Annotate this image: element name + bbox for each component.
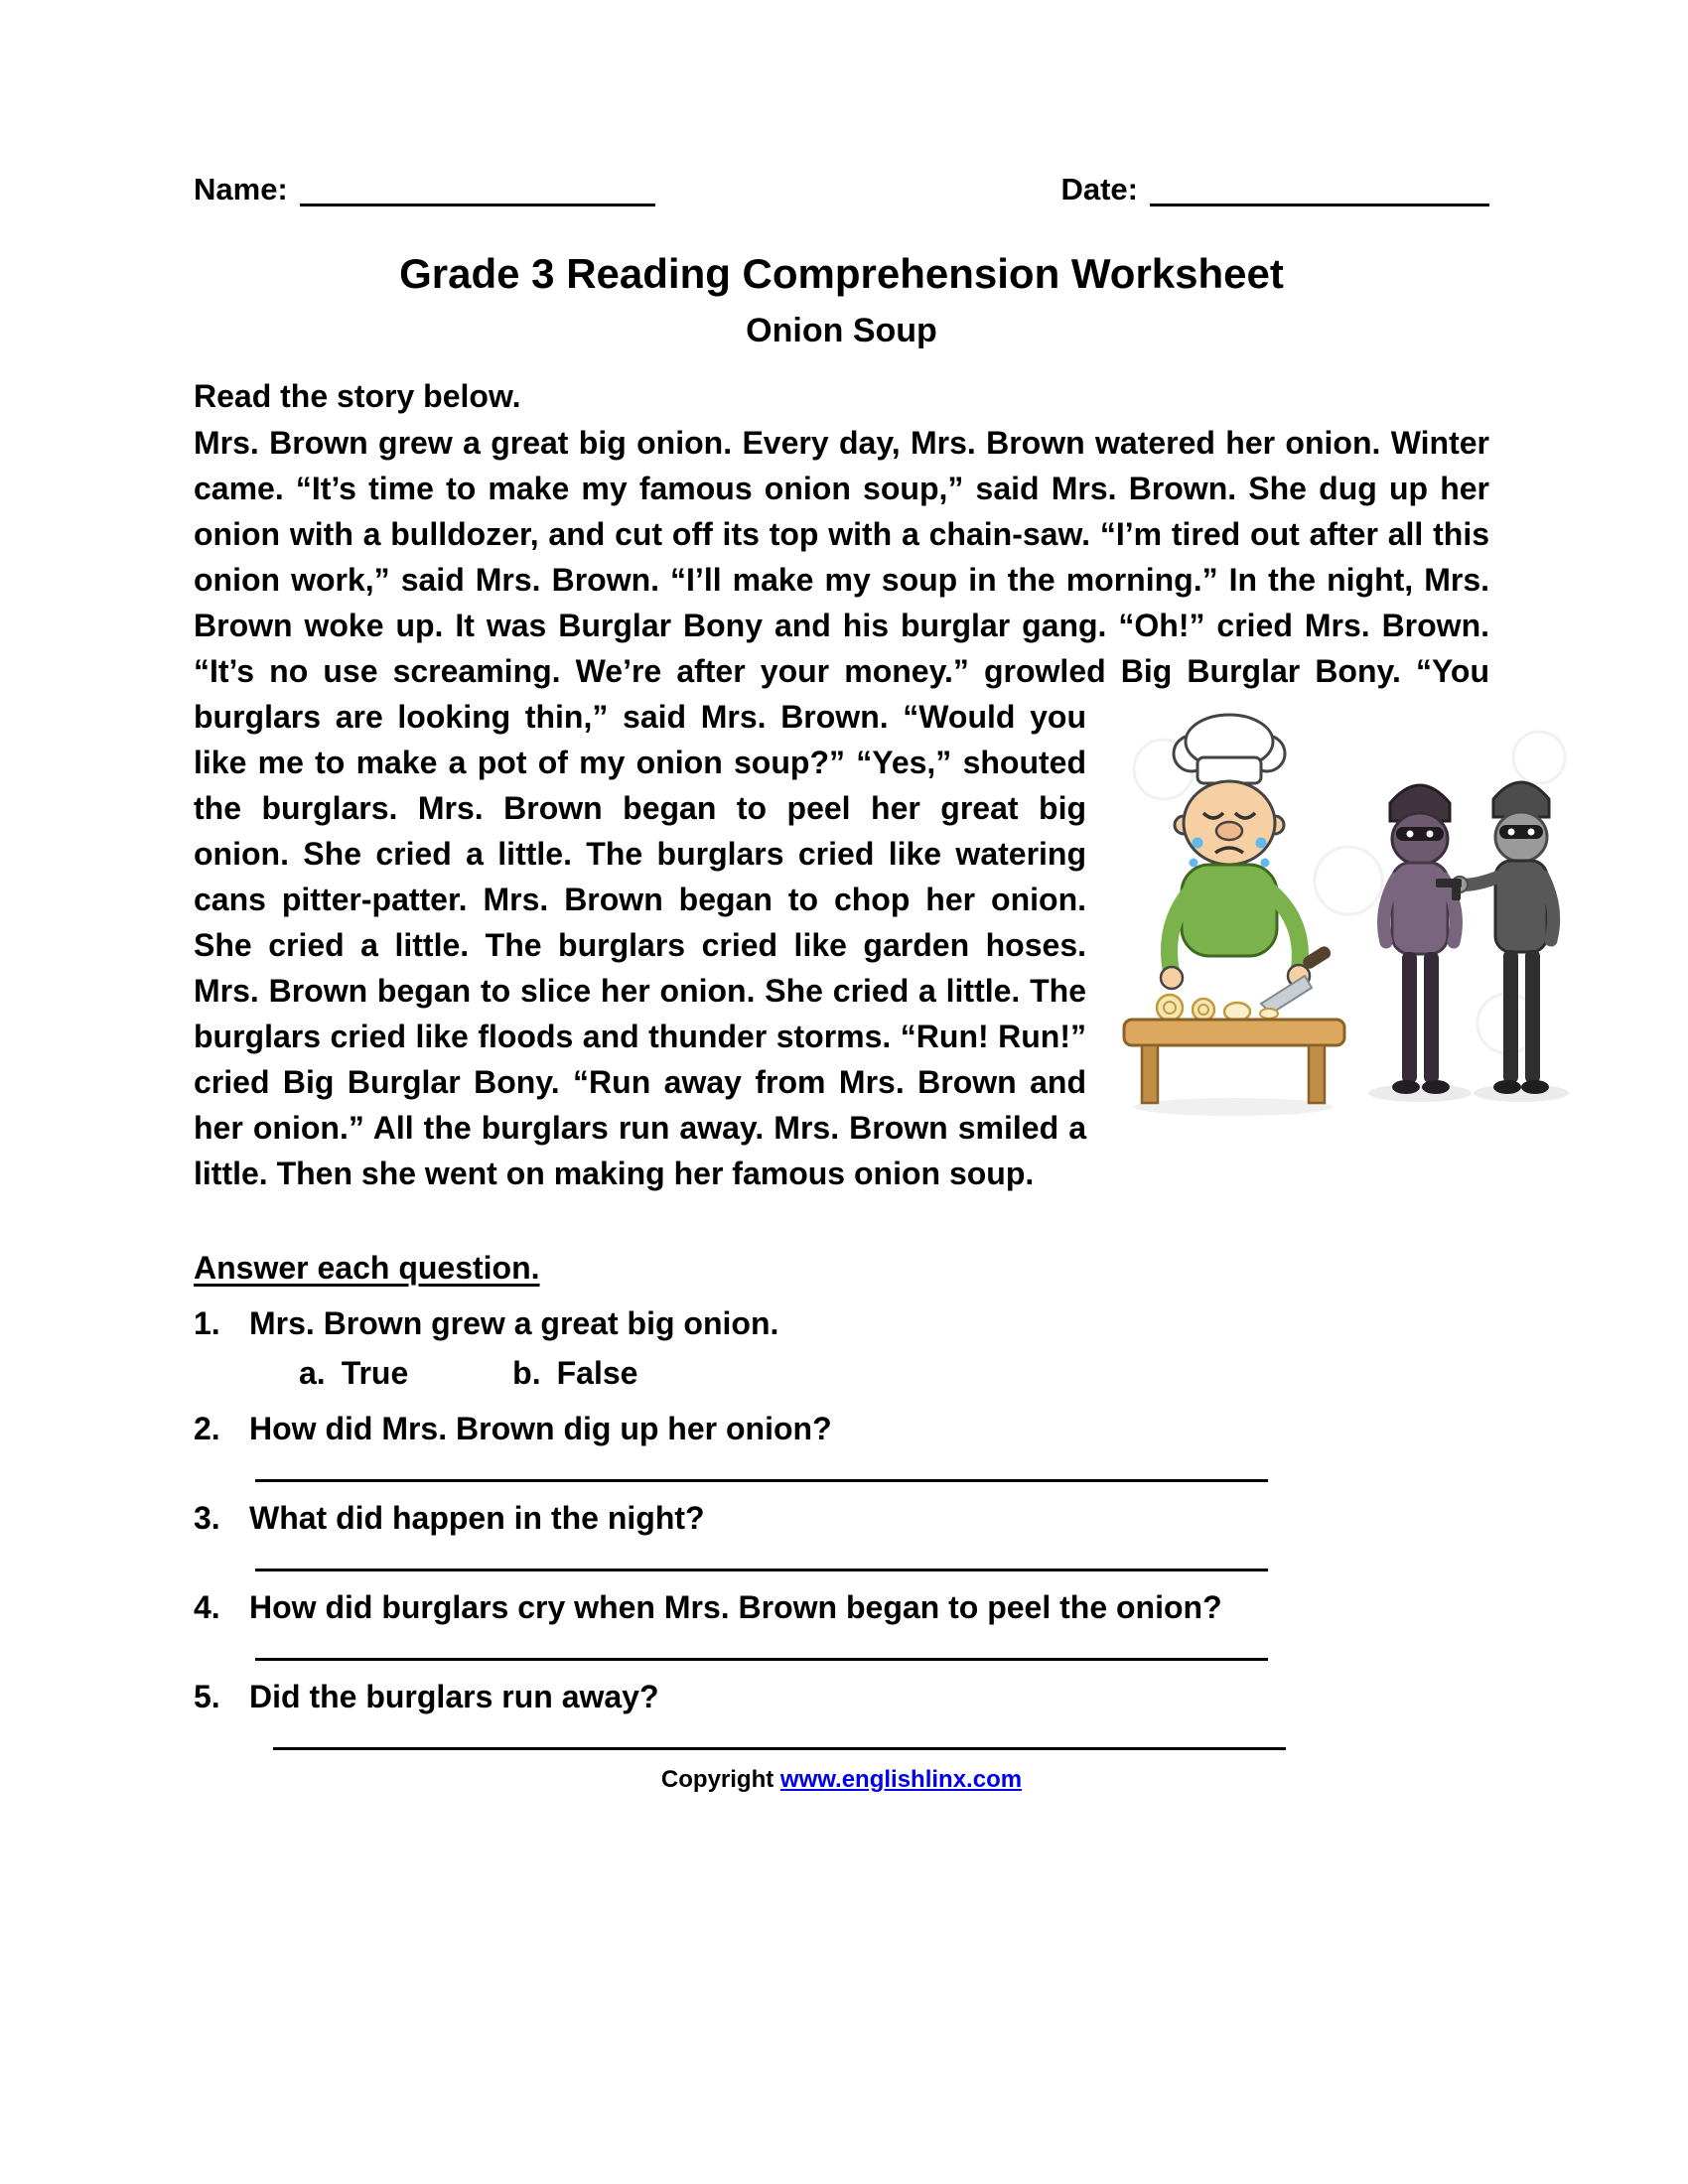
- question-number: 2.: [194, 1411, 220, 1446]
- question-4: [194, 1585, 1489, 1629]
- answer-blank-line: [255, 1476, 1268, 1482]
- question-text: Did the burglars run away?: [249, 1679, 659, 1714]
- answer-blank-line: [255, 1566, 1268, 1571]
- option-false: [512, 1355, 637, 1391]
- question-text: Mrs. Brown grew a great big onion.: [249, 1305, 779, 1341]
- chef-figure: [1161, 715, 1333, 1014]
- question-1: [194, 1301, 1489, 1345]
- question-text: How did burglars cry when Mrs. Brown began to peel the onion?: [249, 1589, 1222, 1625]
- name-field: [194, 174, 655, 206]
- header-row: [194, 174, 1489, 206]
- burglar-figures: [1384, 782, 1554, 1094]
- option-label: a.: [299, 1355, 326, 1391]
- burglar-shadow: [1368, 1084, 1472, 1102]
- answer-blank-line: [273, 1744, 1286, 1750]
- question-number: 3.: [194, 1500, 220, 1536]
- answer-blank-line: [255, 1655, 1268, 1661]
- question-text: How did Mrs. Brown dig up her onion?: [249, 1411, 832, 1446]
- story-illustration-svg: [1112, 700, 1579, 1127]
- copyright-link[interactable]: www.englishlinx.com: [779, 1766, 1023, 1793]
- burglar-shadow: [1474, 1084, 1569, 1102]
- story-paragraph: [194, 420, 1489, 1196]
- question-number: 1.: [194, 1305, 220, 1341]
- story-illustration: [1112, 700, 1579, 1127]
- chef-shadow: [1134, 1098, 1333, 1116]
- option-text: False: [556, 1355, 638, 1391]
- question-5: [194, 1675, 1489, 1718]
- copyright-label: Copyright: [660, 1766, 774, 1793]
- option-label: b.: [512, 1355, 541, 1391]
- cutting-board: [1124, 995, 1344, 1103]
- question-number: 4.: [194, 1589, 220, 1625]
- question-1-options: [299, 1351, 1489, 1395]
- question-3: [194, 1496, 1489, 1540]
- story-part-1: Mrs. Brown grew a great big onion. Every day, Mrs. Brown watered her onion. Winter came. “It’s time to make my famous onion soup,” said Mrs. Brown. She dug up her onion with a bulldozer, and cut off its top with a chain-saw. “I’m tired out after all this onion work,” said Mrs. Brown. “I’ll make my soup in the morning.” In the night, Mrs. Brown woke up. It was Burglar Bony and his burglar gang. “Oh!” cried Mrs. Brown. “It’s no use screaming. We’re after your money.” growled Big Burglar Bony. “You burglars are looking thin,” said Mrs. Brown.: [194, 425, 1489, 735]
- date-label: Date:: [1060, 172, 1138, 206]
- option-text: True: [341, 1355, 409, 1391]
- question-text: What did happen in the night?: [249, 1500, 705, 1536]
- question-2: [194, 1407, 1489, 1450]
- footer: [194, 1764, 1489, 1796]
- story-title: Onion Soup: [746, 312, 937, 349]
- worksheet-title: Grade 3 Reading Comprehension Worksheet: [399, 250, 1284, 297]
- date-field: [1060, 174, 1489, 206]
- name-blank-line: [300, 181, 655, 206]
- read-instruction: Read the story below.: [194, 378, 521, 414]
- name-label: Name:: [194, 172, 288, 206]
- date-blank-line: [1150, 181, 1489, 206]
- story-part-2: “Would you like me to make a pot of my onion soup?” “Yes,” shouted the burglars. Mrs. Brown began to peel her great big onion. She cried a little. The burglars cried like watering cans pitter-patter. Mrs. Brown began to chop her onion. She cried a little. The burglars cried like garden hoses. Mrs. Brown began to slice her onion. She cried a little. The burglars cried like floods and thunder storms. “Run! Run!” cried Big Burglar Bony. “Run away from Mrs. Brown and her onion.” All the burglars run away. Mrs. Brown smiled a little. Then she went on making her famous onion soup.: [194, 699, 1087, 1191]
- questions-heading: Answer each question.: [194, 1250, 540, 1286]
- question-number: 5.: [194, 1679, 220, 1714]
- option-true: [299, 1355, 408, 1391]
